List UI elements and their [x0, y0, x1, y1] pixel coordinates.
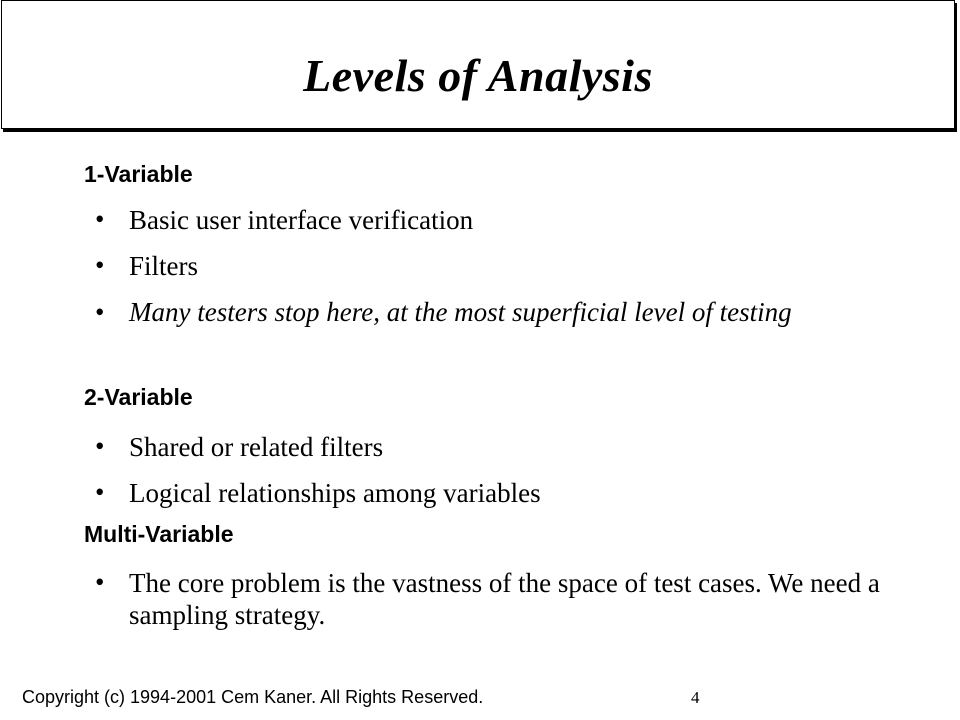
title-box — [1, 0, 955, 129]
slide-title: Levels of Analysis — [303, 50, 653, 101]
bullet-sampling-strategy: The core problem is the vastness of the space of test cases. We need a sampling strategy. — [129, 568, 880, 631]
bullet-shared-filters: Shared or related filters — [129, 432, 384, 462]
bullet-marker: • — [95, 297, 105, 327]
bullet-marker: • — [95, 567, 105, 597]
section-heading-2-variable: 2-Variable — [84, 384, 193, 410]
section-heading-multi-variable: Multi-Variable — [84, 521, 234, 547]
bullet-marker: • — [95, 204, 105, 234]
bullet-logical-relationships: Logical relationships among variables — [129, 478, 541, 508]
bullet-marker: • — [95, 431, 105, 461]
bullet-superficial-testing: Many testers stop here, at the most superficial level of testing — [129, 297, 792, 327]
page-number: 4 — [691, 688, 700, 707]
bullet-ui-verification: Basic user interface verification — [129, 205, 474, 235]
bullet-marker: • — [95, 250, 105, 280]
bullet-marker: • — [95, 477, 105, 507]
section-heading-1-variable: 1-Variable — [84, 161, 193, 187]
footer-copyright: Copyright (c) 1994-2001 Cem Kaner. All Rights Reserved. — [22, 687, 484, 707]
bullet-filters: Filters — [129, 251, 199, 281]
